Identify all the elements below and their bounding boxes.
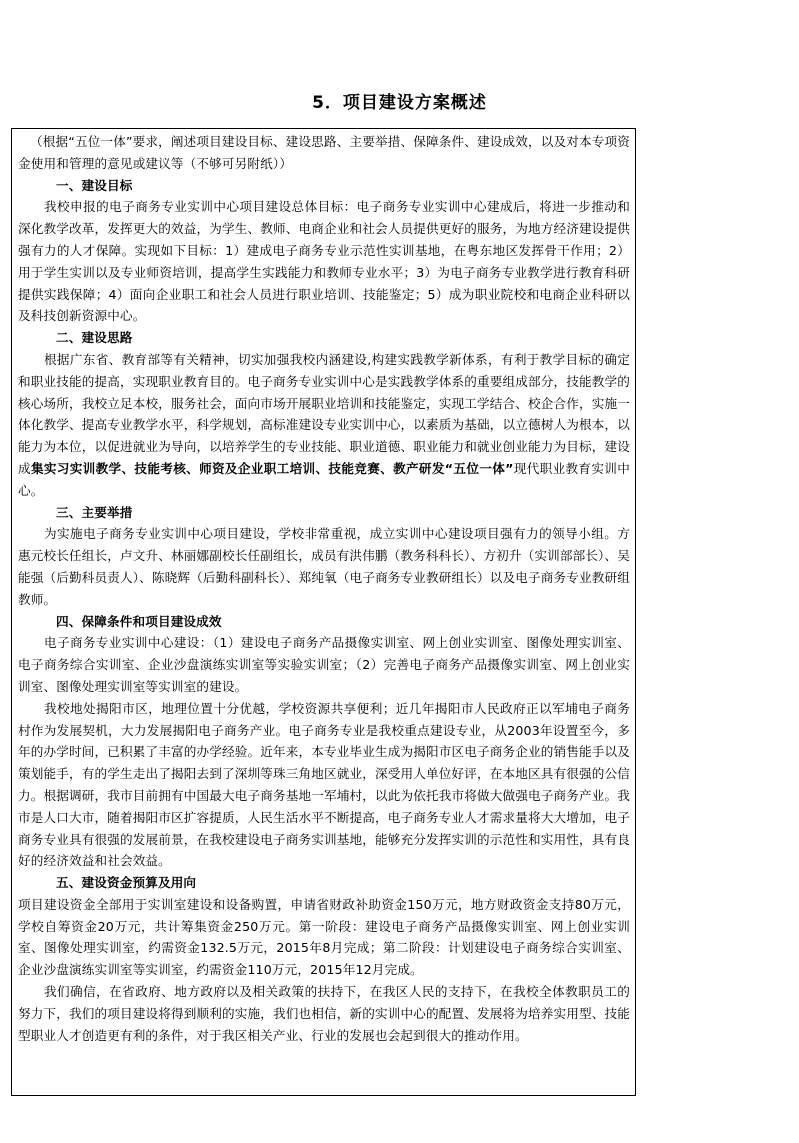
section-heading-measures: 三、主要举措 [56, 504, 133, 520]
page-title: 5．项目建设方案概述 [312, 93, 487, 113]
content-box [11, 128, 636, 1096]
section-heading-conditions: 四、保障条件和项目建设成效 [56, 613, 222, 629]
goals-paragraph: 我校申报的电子商务专业实训中心项目建设总体目标：电子商务专业实训中心建成后，将进一步推动和深化教学改革，发挥更大的效益，为学生、教师、电商企业和社会人员提供更好的服务，为地方经济建设提供强有力的人才保障。实现如下目标：1）建成电子商务专业示范性实训基地，在粤东地区发挥骨干作用；2）用于学生实训以及专业师资培训，提高学生实践能力和教师专业水平；3）为电子商务专业教学进行教育科研提供实践保障；4）面向企业职工和社会人员进行职业培训、技能鉴定；5）成为职业院校和电商企业科研以及科技创新资源中心。 [18, 199, 630, 324]
section-heading-approach: 二、建设思路 [56, 330, 133, 346]
approach-bold-text: 集实习实训教学、技能考核、师资及企业职工培训、技能竞赛、教产研发“五位一体” [30, 460, 514, 476]
measures-paragraph: 为实施电子商务专业实训中心项目建设，学校非常重视，成立实训中心建设项目强有力的领导小组。方惠元校长任组长，卢文升、林丽娜副校长任副组长，成员有洪伟鹏（教务科科长）、方初升（实训部部长）、吴能强（后勤科员责人）、陈晓辉（后勤科副科长）、郑纯氧（电子商务专业教研组长）以及电子商务专业教研组教师。 [18, 526, 630, 607]
section-heading-budget: 五、建设资金预算及用向 [56, 875, 197, 891]
approach-text: 根据广东省、教育部等有关精神，切实加强我校内涵建设,构建实践教学新体系，有利于教学目标的确定和职业技能的提高，实现职业教育目的。电子商务专业实训中心是实践教学体系的重要组成部分，技能教学的核心场所，我校立足本校，服务社会，面向市场开展职业培训和技能鉴定，实现工学结合、校企合作，实施一体化教学、提高专业教学水平，科学规划，高标准建设专业实训中心，以素质为基础，以立德树人为根本，以能力为本位，以促进就业为导向，以培养学生的专业技能、职业道德、职业能力和就业创业能力为目标，建设成 [18, 351, 630, 476]
section-heading-goals: 一、建设目标 [56, 177, 133, 193]
conditions-paragraph-2: 我校地处揭阳市区，地理位置十分优越，学校资源共享便利；近几年揭阳市人民政府正以军埔电子商务村作为发展契机，大力发展揭阳电子商务产业。电子商务专业是我校重点建设专业，从2003年设置至今，多年的办学时间，已积累了丰富的办学经验。近年来，本专业毕业生成为揭阳市区电子商务企业的销售能手以及策划能手，有的学生走出了揭阳去到了深圳等珠三角地区就业，深受用人单位好评，在本地区具有很强的公信力。根据调研，我市目前拥有中国最大电子商务基地一军埔村，以此为依托我市将做大做强电子商务产业。我市是人口大市，随着揭阳市区扩容提质，人民生活水平不断提高，电子商务专业人才需求量将大大增加，电子商务专业具有很强的发展前景，在我校建设电子商务实训基地，能够充分发挥实训的示范性和实用性，具有良好的经济效益和社会效益。 [18, 700, 630, 869]
closing-paragraph: 我们确信，在省政府、地方政府以及相关政策的扶持下，在我区人民的支持下，在我校全体教职员工的努力下，我们的项目建设将得到顺利的实施，我们也相信，新的实训中心的配置、发展将为培养实用型、技能型职业人才创造更有利的条件，对于我区相关产业、行业的发展也会起到很大的推动作用。 [18, 984, 630, 1043]
approach-paragraph [18, 349, 630, 502]
intro-instructions: （根据“五位一体”要求，阐述项目建设目标、建设思路、主要举措、保障条件、建设成效，以及对本专项资金使用和管理的意见或建议等（不够可另附纸）） [18, 134, 630, 171]
approach-tail-text: 现代职业教育实训中心。 [18, 460, 630, 498]
budget-paragraph: 项目建设资金全部用于实训室建设和设备购置，申请省财政补助资金150万元，地方财政资金支持80万元，学校自筹资金20万元，共计筹集资金250万元。第一阶段：建设电子商务产品摄像实训室、网上创业实训室、图像处理实训室，约需资金132.5万元，2015年8月完成；第二阶段：计划建设电子商务综合实训室、企业沙盘演练实训室等实训室，约需资金110万元，2015年12月完成。 [18, 896, 630, 978]
conditions-paragraph-1: 电子商务专业实训中心建设：（1）建设电子商务产品摄像实训室、网上创业实训室、图像处理实训室、电子商务综合实训室、企业沙盘演练实训室等实验实训室；（2）完善电子商务产品摄像实训室、网上创业实训室、图像处理实训室等实训室的建设。 [18, 635, 630, 694]
